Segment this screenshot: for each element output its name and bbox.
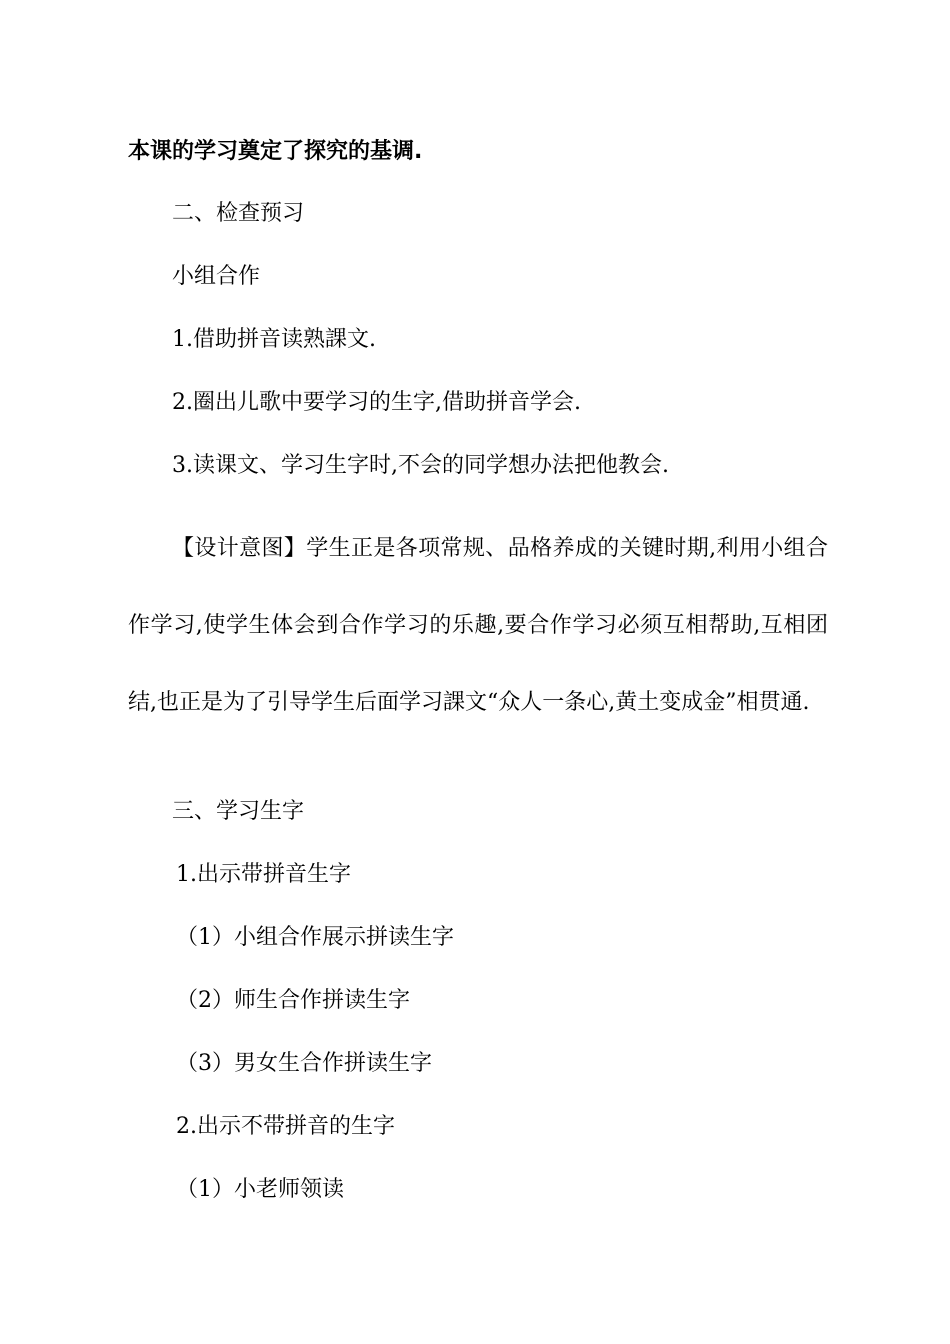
section-heading-learn-characters: 三、学习生字 [172,799,305,824]
step-heading: 2.出示不带拼音的生字 [176,1114,395,1139]
list-item: （1）小老师领读 [176,1177,344,1202]
list-item: （2）师生合作拼读生字 [176,988,410,1013]
list-item: （1）小组合作展示拼读生字 [176,925,454,950]
step-heading: 1.出示带拼音生字 [176,862,351,887]
design-intent-paragraph: 【设计意图】学生正是各项常规、品格养成的关键时期,利用小组合作学习,使学生体会到合作学习的乐趣,要合作学习必须互相帮助,互相团结,也正是为了引导学生后面学习課文“众人一条心,黄土变成金”相贯通. [128,536,828,715]
section-heading-check-preview: 二、检查预习 [172,201,305,226]
list-item: 1.借助拼音读熟課文. [172,327,376,352]
list-item: （3）男女生合作拼读生字 [176,1051,432,1076]
list-item: 2.圈出儿歌中要学习的生字,借助拼音学会. [172,390,581,415]
list-item: 3.读课文、学习生字时,不会的同学想办法把他教会. [172,453,669,478]
subheading-group-work: 小组合作 [172,264,261,289]
intro-line: 本课的学习奠定了探究的基调. [128,139,423,164]
